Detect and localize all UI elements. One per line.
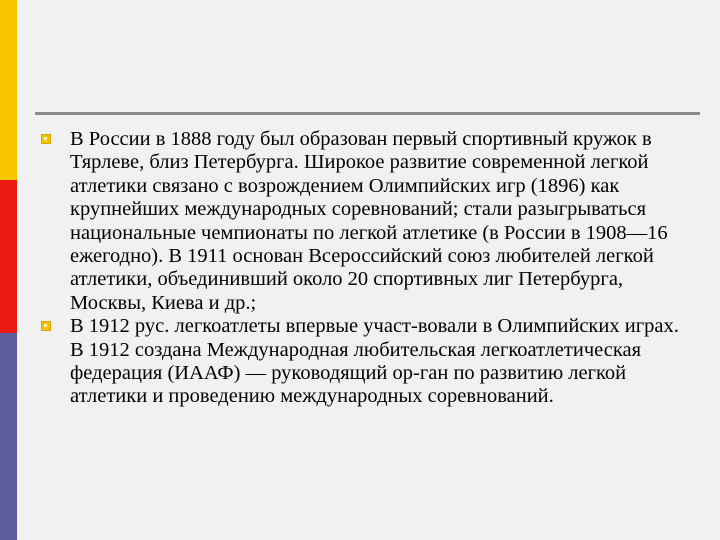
side-stripe-yellow	[0, 0, 17, 180]
side-stripe-purple	[0, 333, 17, 540]
title-divider	[35, 112, 700, 115]
square-bullet-icon	[41, 134, 51, 144]
bullet-text: В России в 1888 году был образован первый спортивный кружок в Тярлеве, близ Петербурга. Широкое развитие современной легкой атлетики связано с возрождением Олимпийских игр (1896) как крупнейших международных соревнований; стали разыгрываться национальные чемпионаты по легкой атлетике (в России в 1908—16 ежегодно). В 1911 основан Всероссийский союз любителей легкой атлетики, объединивший около 20 спортивных лиг Петербурга, Москвы, Киева и др.;	[70, 128, 668, 314]
bullet-text: В 1912 рус. легкоатлеты впервые участ-вовали в Олимпийских играх. В 1912 создана Международная любительская легкоатлетическая федерация (ИААФ) — руководящий ор-ган по развитию легкой атлетики и проведению международных соревнований.	[70, 315, 679, 408]
side-stripe-red	[0, 180, 17, 333]
bullet-item-1	[40, 128, 690, 315]
bullet-item-2	[40, 315, 690, 409]
square-bullet-icon	[41, 321, 51, 331]
slide-body	[40, 128, 690, 409]
